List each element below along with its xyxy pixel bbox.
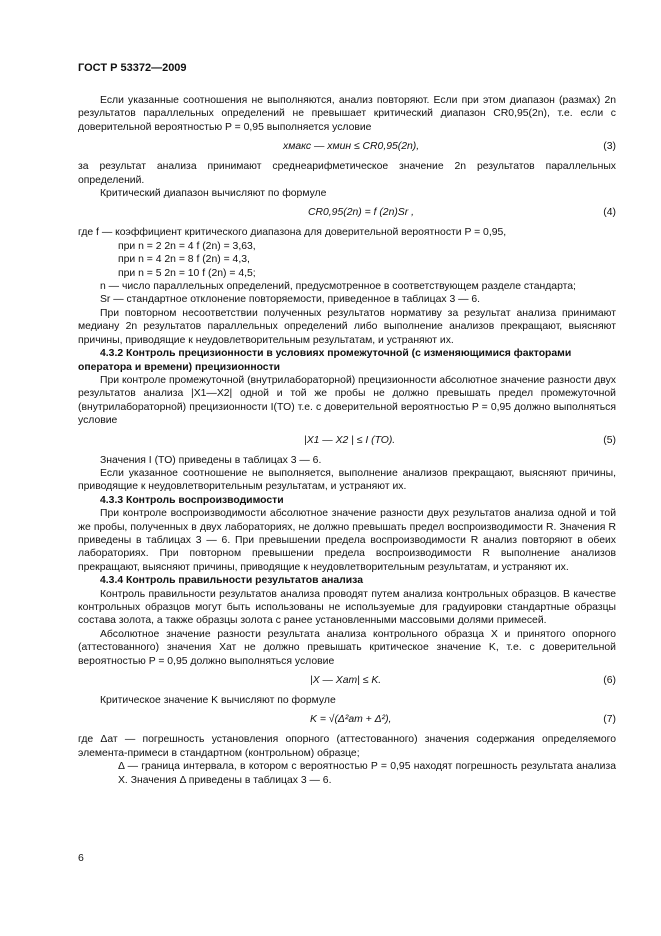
- formula-5: [78, 428, 616, 454]
- formula-6: [78, 668, 616, 694]
- paragraph: Значения I (TO) приведены в таблицах 3 — 6.: [100, 454, 322, 466]
- definition: n — число параллельных определений, предусмотренное в соответствующем разделе стандарта;: [100, 281, 576, 293]
- formula-text: K = √(Δ²ат + Δ²),: [310, 714, 392, 726]
- document-header: ГОСТ Р 53372—2009: [78, 62, 187, 74]
- formula-number: (7): [603, 714, 616, 726]
- paragraph: Критическое значение K вычисляют по формуле: [100, 695, 336, 707]
- formula-number: (4): [603, 207, 616, 219]
- paragraph: Контроль правильности результатов анализа проводят путем анализа контрольных образцов. В качестве контрольных образцов могут быть использованы не используемые для градуировки стандартные образцы состава золота, а также образцы золота с ранее установленными массовыми долями примесей.: [78, 588, 616, 627]
- paragraph: где f — коэффициент критического диапазона для доверительной вероятности P = 0,95,: [78, 227, 507, 239]
- definition: где Δат — погрешность установления опорного (аттестованного) значения содержания определяемого элемента-примеси в стандартном (контрольном) образце;: [78, 734, 616, 759]
- paragraph: за результат анализа принимают среднеарифметическое значение 2n результатов параллельных определений.: [78, 161, 616, 186]
- formula-text: xмакс — xмин ≤ CR0,95(2n),: [283, 141, 420, 153]
- formula-3: [78, 134, 616, 160]
- list-item: при n = 4 2n = 8 f (2n) = 4,3,: [118, 254, 250, 266]
- definition: Δ — граница интервала, в котором с вероятностью P = 0,95 находят погрешность результата анализа X. Значения Δ приведены в таблицах 3 — 6.: [118, 761, 616, 786]
- formula-number: (5): [603, 434, 616, 446]
- paragraph: При контроле промежуточной (внутрилабораторной) прецизионности абсолютное значение разности двух результатов анализа |X1—X2| одной и той же пробы не должно превышать предел промежуточной (внутрилабораторной) прецизионности I(TO) т.е. с доверительной вероятностью P = 0,95 должно выполняться условие: [78, 374, 616, 427]
- paragraph: При повторном несоответствии полученных результатов нормативу за результат анализа принимают медиану 2n результатов параллельных определений либо выполнение анализов прекращают, выясняют причины, приводящие к неудовлетворительным результатам, и устраняют их.: [78, 307, 616, 346]
- paragraph: Критический диапазон вычисляют по формуле: [100, 188, 327, 200]
- formula-text: |X — Xат| ≤ K.: [310, 675, 382, 687]
- formula-text: CR0,95(2n) = f (2n)Sr ,: [308, 207, 414, 219]
- paragraph: Если указанное соотношение не выполняется, выполнение анализов прекращают, выясняют причины, приводящие к неудовлетворительным результатам, и устраняют их.: [78, 467, 616, 493]
- formula-text: |X1 — X2 | ≤ I (TO).: [304, 434, 396, 446]
- page-number: 6: [78, 852, 84, 864]
- section-heading: 4.3.3 Контроль воспроизводимости: [100, 494, 284, 506]
- document-body: [78, 94, 616, 787]
- list-item: при n = 5 2n = 10 f (2n) = 4,5;: [118, 267, 256, 279]
- paragraph: При контроле воспроизводимости абсолютное значение разности двух результатов анализа одной и той же пробы, полученных в двух лабораториях, не должно превышать предел воспроизводимости R. Значения R приведены в таблицах 3 — 6. При превышении предела воспроизводимости R анализ повторяют в обеих лабораториях. При повторном превышении предела воспроизводимости R выполнение анализов прекращают, выясняют причины, приводящие к неудовлетворительным результатам, и устраняют их.: [78, 508, 616, 573]
- formula-number: (3): [603, 141, 616, 153]
- paragraph: Абсолютное значение разности результата анализа контрольного образца X и принятого опорного (аттестованного) значения Xат не должно превышать критическое значение K, т.е. с доверительной вероятностью P = 0,95 должно выполняться условие: [78, 628, 616, 667]
- formula-number: (6): [603, 675, 616, 687]
- section-heading: 4.3.4 Контроль правильности результатов анализа: [100, 575, 363, 587]
- list-item: при n = 2 2n = 4 f (2n) = 3,63,: [118, 240, 256, 252]
- formula-4: [78, 200, 616, 226]
- section-heading: 4.3.2 Контроль прецизионности в условиях промежуточной (с изменяющимися факторами оператора и времени) прецизионности: [78, 348, 572, 373]
- definition: Sr — стандартное отклонение повторяемости, приведенное в таблицах 3 — 6.: [100, 294, 481, 306]
- formula-7: [78, 707, 616, 733]
- paragraph: Если указанные соотношения не выполняются, анализ повторяют. Если при этом диапазон (размах) 2n результатов параллельных определений не превышает критический диапазон CR0,95(2n), т.е. если с доверительной вероятностью P = 0,95 выполняется условие: [78, 95, 616, 133]
